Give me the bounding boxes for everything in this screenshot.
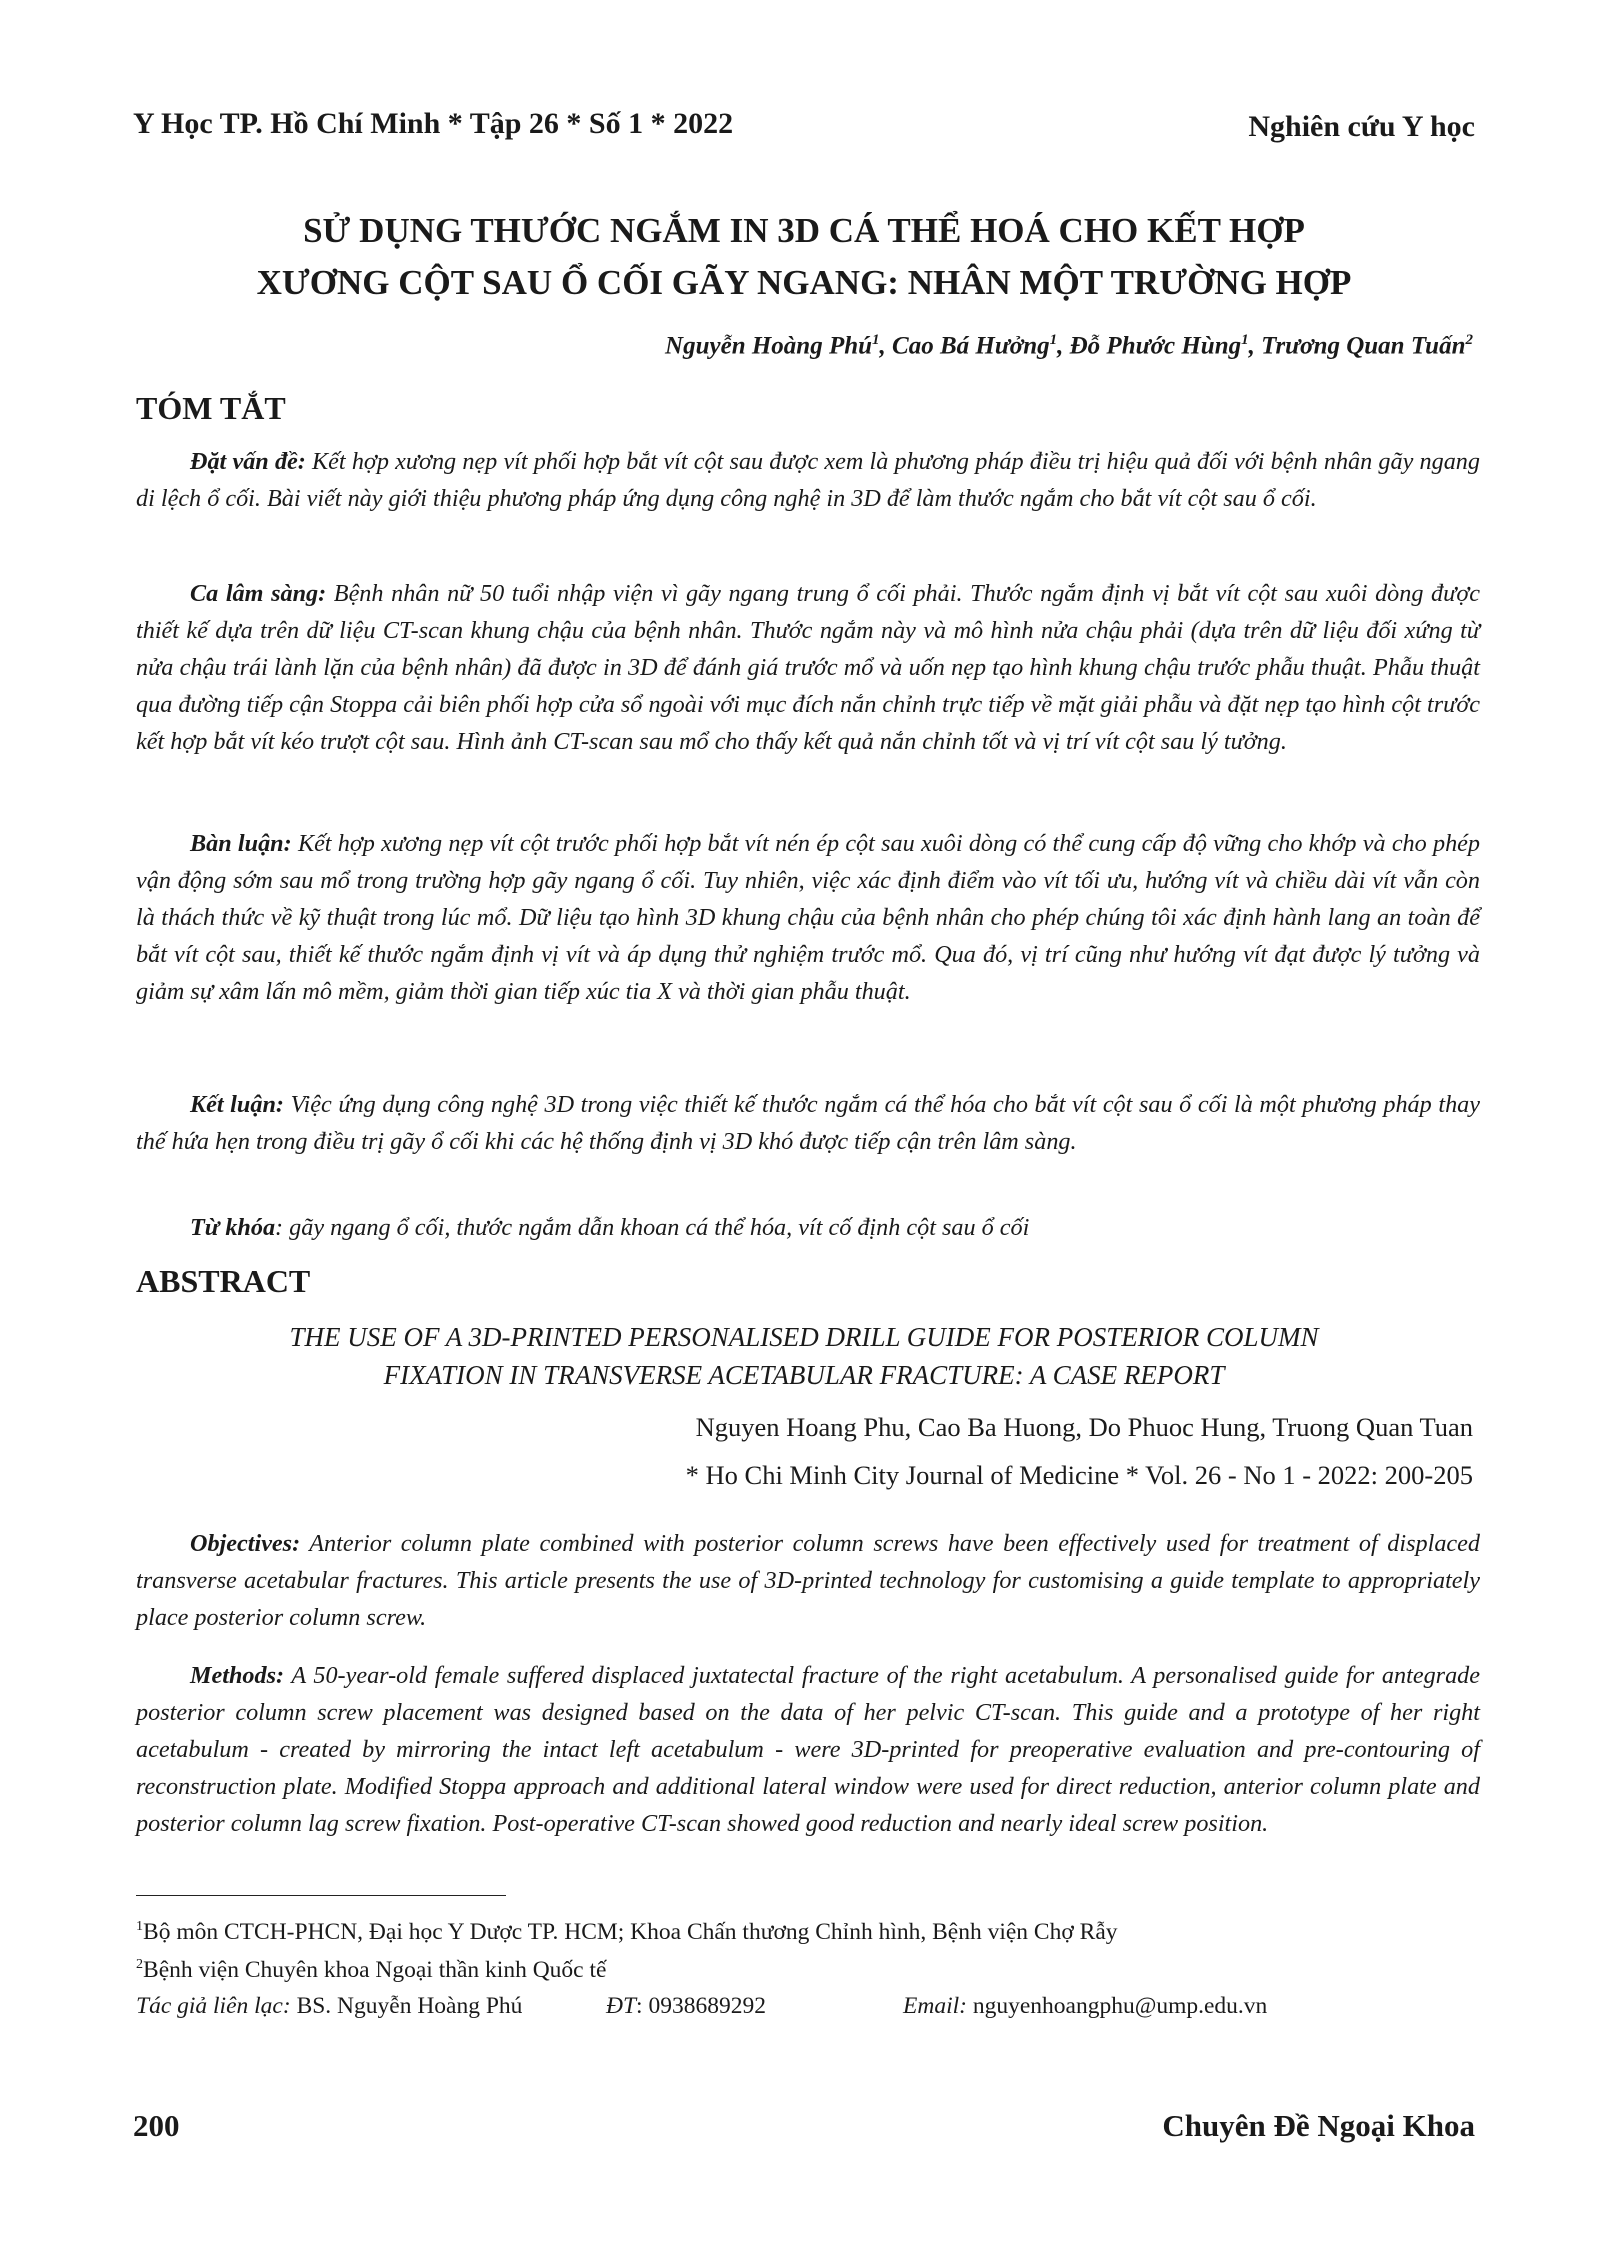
footnote-text: Bộ môn CTCH-PHCN, Đại học Y Dược TP. HCM; Khoa Chấn thương Chỉnh hình, Bệnh viện Chợ Rẫy	[143, 1918, 1118, 1945]
footnote-contact	[136, 1993, 1476, 2020]
contact-label: Tác giả liên lạc:	[136, 1993, 291, 2019]
paragraph-ban-luan	[136, 825, 1480, 1010]
footnote-mark: 1	[136, 1918, 144, 1934]
title-line-2: XƯƠNG CỘT SAU Ổ CỐI GÃY NGANG: NHÂN MỘT TRƯỜNG HỢP	[256, 263, 1352, 302]
paragraph-text: Bệnh nhân nữ 50 tuổi nhập viện vì gãy ngang trung ổ cối phải. Thước ngắm định vị bắt vít cột sau xuôi dòng được thiết kế dựa trên dữ liệu CT-scan khung chậu của bệnh nhân. Thước ngắm này và mô hình nửa chậu phải (dựa trên dữ liệu đối xứng từ nửa chậu trái lành lặn của bệnh nhân) đã được in 3D để đánh giá trước mổ và uốn nẹp tạo hình khung chậu trước phẫu thuật. Phẫu thuật qua đường tiếp cận Stoppa cải biên phối hợp cửa sổ ngoài với mục đích nắn chỉnh trực tiếp về mặt giải phẫu và đặt nẹp tạo hình cột trước kết hợp bắt vít kéo trượt cột sau. Hình ảnh CT-scan sau mổ cho thấy kết quả nắn chỉnh tốt và vị trí vít cột sau lý tưởng.	[136, 580, 1480, 755]
contact-phone	[606, 1993, 766, 2020]
running-header-section: Nghiên cứu Y học	[1248, 110, 1475, 143]
author-affiliation-mark: 1	[1049, 332, 1058, 348]
author-affiliation-mark: 1	[1241, 332, 1249, 348]
contact-email	[903, 1993, 1267, 2020]
footnote-mark: 2	[136, 1956, 144, 1972]
paragraph-label: Bàn luận:	[190, 830, 292, 857]
page-number: 200	[133, 2108, 180, 2143]
running-header-journal: Y Học TP. Hồ Chí Minh * Tập 26 * Số 1 * 2022	[133, 107, 734, 140]
author-separator: ,	[879, 332, 893, 360]
paragraph-dat-van-de	[136, 443, 1480, 517]
paragraph-label: Ca lâm sàng:	[190, 580, 327, 607]
author-affiliation-mark: 2	[1465, 332, 1473, 348]
paragraph-text: Kết hợp xương nẹp vít phối hợp bắt vít cột sau được xem là phương pháp điều trị hiệu quả đối với bệnh nhân gãy ngang di lệch ổ cối. Bài viết này giới thiệu phương pháp ứng dụng công nghệ in 3D để làm thước ngắm cho bắt vít cột sau ổ cối.	[136, 448, 1480, 512]
author-name: Nguyễn Hoàng Phú	[665, 332, 873, 360]
footnote-affiliation-1	[136, 1918, 1118, 1946]
section-heading-tom-tat: TÓM TẮT	[136, 390, 286, 426]
title-line-1: SỬ DỤNG THƯỚC NGẮM IN 3D CÁ THỂ HOÁ CHO KẾT HỢP	[303, 211, 1305, 250]
paragraph-text: Kết hợp xương nẹp vít cột trước phối hợp bắt vít nén ép cột sau xuôi dòng có thể cung cấp độ vững cho khớp và cho phép vận động sớm sau mổ trong trường hợp gãy ngang ổ cối. Tuy nhiên, việc xác định điểm vào vít tối ưu, hướng vít và chiều dài vít vẫn còn là thách thức về kỹ thuật trong lúc mổ. Dữ liệu tạo hình 3D khung chậu của bệnh nhân cho phép chúng tôi xác định hành lang an toàn để bắt vít cột sau, thiết kế thước ngắm định vị vít và áp dụng thử nghiệm trước mổ. Qua đó, vị trí cũng như hướng vít đạt được lý tưởng và giảm sự xâm lấn mô mềm, giảm thời gian tiếp xúc tia X và thời gian phẫu thuật.	[136, 830, 1481, 1005]
paragraph-text: : gãy ngang ổ cối, thước ngắm dẫn khoan cá thể hóa, vít cố định cột sau ổ cối	[275, 1214, 1030, 1241]
paragraph-objectives	[136, 1525, 1480, 1636]
contact-name: BS. Nguyễn Hoàng Phú	[290, 1993, 523, 2019]
author-name: Cao Bá Hưởng	[892, 332, 1050, 360]
article-title-vietnamese	[133, 205, 1475, 309]
footnote-divider	[136, 1895, 506, 1896]
footnote-text: Bệnh viện Chuyên khoa Ngoại thần kinh Quốc tế	[143, 1956, 607, 1983]
email-address: nguyenhoangphu@ump.edu.vn	[966, 1993, 1268, 2019]
author-name: Trương Quan Tuấn	[1261, 332, 1466, 360]
paragraph-tu-khoa	[136, 1209, 1480, 1246]
english-title-line-1: THE USE OF A 3D-PRINTED PERSONALISED DRILL GUIDE FOR POSTERIOR COLUMN	[289, 1322, 1319, 1352]
author-affiliation-mark: 1	[872, 332, 880, 348]
paragraph-text: Anterior column plate combined with posterior column screws have been effectively used for treatment of displaced transverse acetabular fractures. This article presents the use of 3D-printed technology for customising a guide template to appropriately place posterior column screw.	[136, 1530, 1480, 1631]
article-title-english	[133, 1318, 1475, 1394]
author-separator: ,	[1057, 332, 1070, 360]
paragraph-ket-luan	[136, 1086, 1480, 1160]
paragraph-label: Đặt vấn đề:	[190, 448, 306, 475]
paragraph-text: Việc ứng dụng công nghệ 3D trong việc thiết kế thước ngắm cá thể hóa cho bắt vít cột sau ổ cối là một phương pháp thay thế hứa hẹn trong điều trị gãy ổ cối khi các hệ thống định vị 3D khó được tiếp cận trên lâm sàng.	[136, 1091, 1480, 1155]
phone-number: : 0938689292	[636, 1993, 766, 2019]
paragraph-label: Objectives:	[190, 1530, 301, 1557]
email-label: Email:	[903, 1993, 967, 2019]
paragraph-ca-lam-sang	[136, 575, 1480, 760]
section-heading-abstract: ABSTRACT	[136, 1263, 311, 1299]
author-name: Đỗ Phước Hùng	[1069, 332, 1242, 360]
author-list-vietnamese	[665, 332, 1473, 360]
phone-label: ĐT	[606, 1993, 637, 2019]
journal-citation: * Ho Chi Minh City Journal of Medicine * Vol. 26 - No 1 - 2022: 200-205	[685, 1460, 1473, 1490]
paragraph-label: Methods:	[190, 1662, 285, 1689]
running-footer-section: Chuyên Đề Ngoại Khoa	[1162, 2108, 1475, 2143]
author-separator: ,	[1248, 332, 1262, 360]
paragraph-text: A 50-year-old female suffered displaced juxtatectal fracture of the right acetabulum. A personalised guide for antegrade posterior column screw placement was designed based on the data of her pelvic CT-scan. This guide and a prototype of her right acetabulum - created by mirroring the intact left acetabulum - were 3D-printed for preoperative evaluation and pre-contouring of reconstruction plate. Modified Stoppa approach and additional lateral window were used for direct reduction, anterior column plate and posterior column lag screw fixation. Post-operative CT-scan showed good reduction and nearly ideal screw position.	[136, 1662, 1480, 1837]
footnote-affiliation-2	[136, 1956, 606, 1984]
paragraph-label: Kết luận:	[190, 1091, 284, 1118]
author-list-english: Nguyen Hoang Phu, Cao Ba Huong, Do Phuoc Hung, Truong Quan Tuan	[695, 1412, 1473, 1442]
paragraph-label: Từ khóa	[190, 1214, 276, 1241]
english-title-line-2: FIXATION IN TRANSVERSE ACETABULAR FRACTURE: A CASE REPORT	[383, 1360, 1225, 1390]
paragraph-methods	[136, 1657, 1480, 1842]
